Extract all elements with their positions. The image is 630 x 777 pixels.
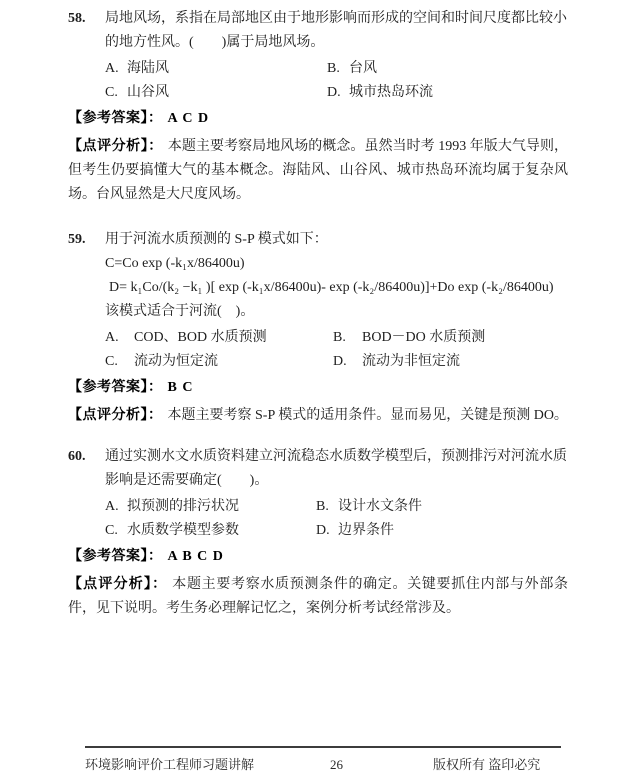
option-label: D. <box>327 85 341 100</box>
answer-label: 【参考答案】： <box>68 378 163 394</box>
option-item <box>105 81 327 105</box>
stem-line: 影响是还需要确定( )。 <box>105 473 269 488</box>
option-text: 流动为恒定流 <box>134 354 218 369</box>
question-number: 60. <box>68 449 86 464</box>
question-block-60 <box>68 445 568 621</box>
options-grid <box>68 57 568 105</box>
question-block-58 <box>68 7 568 207</box>
analysis-label: 【点评分析】： <box>68 406 163 422</box>
option-text: COD、BOD 水质预测 <box>134 330 267 345</box>
options-grid <box>68 495 568 543</box>
answer-value: A B C D <box>167 549 224 564</box>
formula-line: C=Co exp (-k₁x/86400u) <box>105 256 245 271</box>
analysis-paragraph <box>68 402 568 428</box>
stem-lines <box>105 7 568 55</box>
option-item <box>333 350 568 374</box>
option-text: BOD－DO 水质预测 <box>362 330 486 345</box>
stem-line: 的地方性风。( )属于局地风场。 <box>105 35 325 50</box>
option-item <box>105 57 327 81</box>
footer-divider <box>85 746 561 748</box>
answer-value: B C <box>167 380 194 395</box>
option-item <box>333 326 568 350</box>
analysis-label: 【点评分析】： <box>68 137 163 153</box>
formula-line: D= k₁Co/(k₂ −k₁ )[ exp (-k₁x/86400u)- exp (-k₂/86400u)]+Do exp (-k₂/86400u) <box>109 280 554 295</box>
option-text: 城市热岛环流 <box>349 85 433 100</box>
analysis-text: 本题主要考察局地风场的概念。虽然当时考 1993 年版大气导则，但考生仍要搞懂大气的基本概念。海陆风、山谷风、城市热岛环流均属于复杂风场。台风显然是大尺度风场。 <box>68 139 569 202</box>
footer-left-text: 环境影响评价工程师习题讲解 <box>85 757 255 772</box>
option-text: 海陆风 <box>127 61 169 76</box>
analysis-paragraph <box>68 571 568 621</box>
stem-line: 局地风场，系指在局部地区由于地形影响而形成的空间和时间尺度都比较小 <box>105 11 567 26</box>
option-text: 台风 <box>349 61 377 76</box>
question-stem <box>68 228 568 252</box>
option-text: 边界条件 <box>338 523 394 538</box>
analysis-text: 本题主要考察水质预测条件的确定。关键要抓住内部与外部条件，见下说明。考生务必理解记忆之，案例分析考试经常涉及。 <box>68 577 569 616</box>
answer-line <box>68 374 568 400</box>
stem-line: 用于河流水质预测的 S-P 模式如下： <box>105 232 328 247</box>
option-label: C. <box>105 85 118 100</box>
option-item <box>327 57 568 81</box>
option-label: B. <box>316 499 329 514</box>
answer-value: A C D <box>167 111 210 126</box>
question-block-59 <box>68 228 568 428</box>
option-text: 设计水文条件 <box>338 499 422 514</box>
option-label: C. <box>105 523 118 538</box>
option-label: D. <box>316 523 330 538</box>
option-label: C. <box>105 354 118 369</box>
footer-page-number: 26 <box>330 757 343 772</box>
option-text: 山谷风 <box>127 85 169 100</box>
footer-right-text: 版权所有 盗印必究 <box>433 757 541 772</box>
option-label: A. <box>105 499 119 514</box>
answer-label: 【参考答案】： <box>68 109 163 125</box>
option-item <box>327 81 568 105</box>
option-label: A. <box>105 61 119 76</box>
stem-lines <box>105 445 568 493</box>
answer-line <box>68 105 568 131</box>
option-item <box>105 495 316 519</box>
question-stem <box>68 7 568 55</box>
option-text: 流动为非恒定流 <box>362 354 460 369</box>
question-stem <box>68 445 568 493</box>
option-item <box>316 495 568 519</box>
formula-line: 该模式适合于河流( )。 <box>105 304 255 319</box>
option-item <box>316 519 568 543</box>
option-label: D. <box>333 354 347 369</box>
analysis-text: 本题主要考察 S-P 模式的适用条件。显而易见，关键是预测 DO。 <box>167 408 568 423</box>
answer-label: 【参考答案】： <box>68 547 163 563</box>
option-text: 拟预测的排污状况 <box>127 499 239 514</box>
option-label: B. <box>327 61 340 76</box>
option-label: A. <box>105 330 119 345</box>
page-content <box>68 7 568 621</box>
answer-line <box>68 543 568 569</box>
stem-lines <box>105 228 568 252</box>
question-number: 58. <box>68 11 86 26</box>
formula-block <box>68 252 568 324</box>
analysis-label: 【点评分析】： <box>68 575 168 591</box>
option-item <box>105 519 316 543</box>
option-label: B. <box>333 330 346 345</box>
stem-line: 通过实测水文水质资料建立河流稳态水质数学模型后，预测排污对河流水质 <box>105 449 567 464</box>
option-item <box>105 326 333 350</box>
question-number: 59. <box>68 232 86 247</box>
option-item <box>105 350 333 374</box>
option-text: 水质数学模型参数 <box>127 523 239 538</box>
analysis-paragraph <box>68 133 568 207</box>
options-grid <box>68 326 568 374</box>
